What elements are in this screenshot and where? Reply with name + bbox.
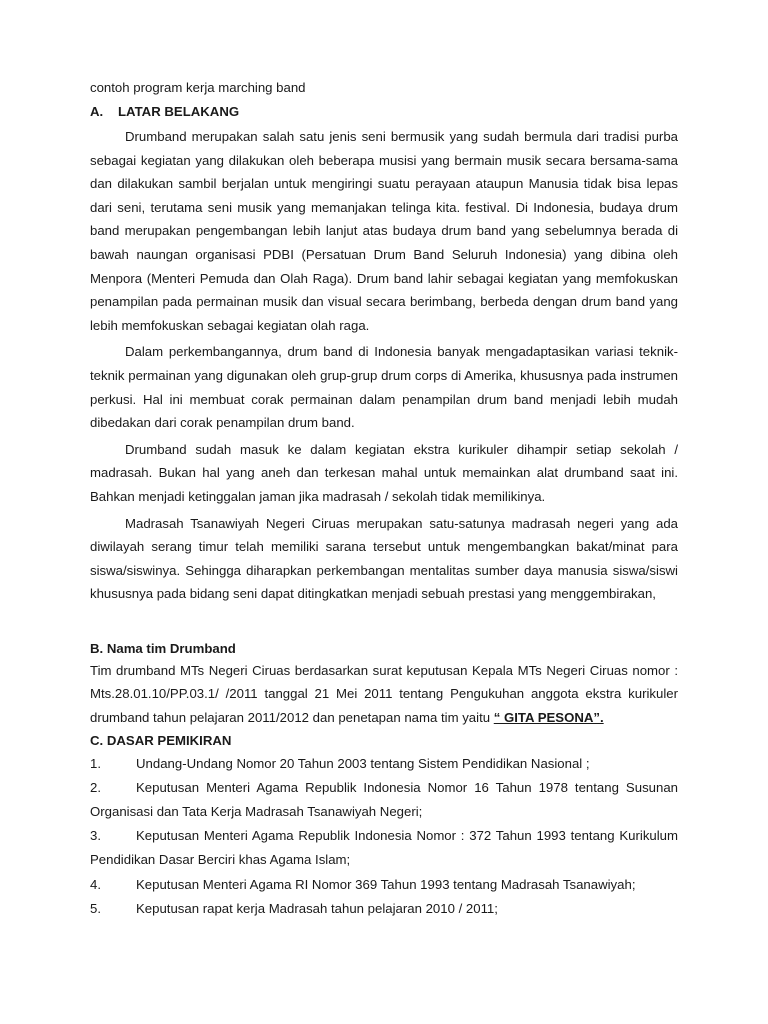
- list-number: 1.: [90, 755, 101, 771]
- section-a-heading: [90, 101, 678, 122]
- list-item: [90, 776, 678, 823]
- list-item: [90, 897, 678, 921]
- list-number: 2.: [90, 780, 101, 796]
- list-text: Keputusan Menteri Agama Republik Indonesia Nomor 16 Tahun 1978 tentang Susunan Organisasi dan Tata Kerja Madrasah Tsanawiyah Negeri;: [90, 780, 678, 819]
- list-item: [90, 752, 678, 776]
- list-text: Keputusan Menteri Agama Republik Indonesia Nomor : 372 Tahun 1993 tentang Kurikulum Pendidikan Dasar Berciri khas Agama Islam;: [90, 828, 678, 868]
- list-item: [90, 873, 678, 897]
- section-b-text: Tim drumband MTs Negeri Ciruas berdasarkan surat keputusan Kepala MTs Negeri Ciruas nomor : Mts.28.01.10/PP.03.1/ /2011 tanggal 21 Mei 2011 tentang Pengukuhan anggota ekstra kurikuler drumband tahun pelajaran 2011/2012 dan penetapan nama tim yaitu: [90, 662, 678, 726]
- list-text: Keputusan Menteri Agama RI Nomor 369 Tahun 1993 tentang Madrasah Tsanawiyah;: [136, 876, 636, 892]
- list-item: [90, 824, 678, 871]
- section-a-paragraph: Drumband merupakan salah satu jenis seni bermusik yang sudah bermula dari tradisi purba sebagai kegiatan yang dilakukan oleh beberapa musisi yang bermain musik secara bersama-sama dan dilakukan sambil berjalan untuk mengiringi suatu perayaan ataupun Manusia tidak bisa lepas dari seni, terutama seni musik yang memanjakan telinga kita. festival. Di Indonesia, budaya drum band merupakan pengembangan lebih lanjut atas budaya drum band yang sebelumnya berada di bawah naungan organisasi PDBI (Persatuan Drum Band Seluruh Indonesia) yang dibina oleh Menpora (Menteri Pemuda dan Olah Raga). Drum band lahir sebagai kegiatan yang memfokuskan penampilan pada permainan musik dan visual secara berimbang, berbeda dengan drum band yang lebih memfokuskan sebagai kegiatan olah raga.: [90, 129, 678, 333]
- section-a-letter: A.: [90, 104, 104, 119]
- section-b-paragraph: [90, 659, 678, 730]
- list-number: 3.: [90, 828, 101, 844]
- list-number: 5.: [90, 901, 101, 917]
- section-a-title: LATAR BELAKANG: [118, 104, 240, 119]
- list-text: Undang-Undang Nomor 20 Tahun 2003 tentang Sistem Pendidikan Nasional ;: [136, 755, 590, 771]
- section-a-paragraph: Madrasah Tsanawiyah Negeri Ciruas merupakan satu-satunya madrasah negeri yang ada diwilayah serang timur telah memiliki sarana tersebut untuk mengembangkan bakat/minat para siswa/siswinya. Sehingga diharapkan perkembangan mentalitas sumber daya manusia siswa/siswi khususnya pada bidang seni dapat ditingkatkan menjadi sebuah prestasi yang menggembirakan,: [90, 515, 678, 602]
- section-b-heading: B. Nama tim Drumband: [90, 640, 236, 656]
- team-name: “ GITA PESONA”.: [493, 710, 604, 726]
- section-a-paragraph: Dalam perkembangannya, drum band di Indonesia banyak mengadaptasikan variasi teknik-teknik permainan yang digunakan oleh grup-grup drum corps di Amerika, khususnya pada instrumen perkusi. Hal ini membuat corak permainan dalam penampilan drum band menjadi lebih mudah dibedakan dari corak penampilan drum band.: [90, 344, 678, 431]
- section-c-heading: C. DASAR PEMIKIRAN: [90, 732, 232, 748]
- document-page: [90, 77, 678, 921]
- list-number: 4.: [90, 876, 101, 892]
- list-text: Keputusan rapat kerja Madrasah tahun pelajaran 2010 / 2011;: [136, 901, 498, 917]
- document-title: contoh program kerja marching band: [90, 80, 306, 95]
- section-a-paragraph: Drumband sudah masuk ke dalam kegiatan ekstra kurikuler dihampir setiap sekolah / madrasah. Bukan hal yang aneh dan terkesan mahal untuk memainkan alat drumband saat ini. Bahkan menjadi ketinggalan jaman jika madrasah / sekolah tidak memilikinya.: [90, 441, 678, 504]
